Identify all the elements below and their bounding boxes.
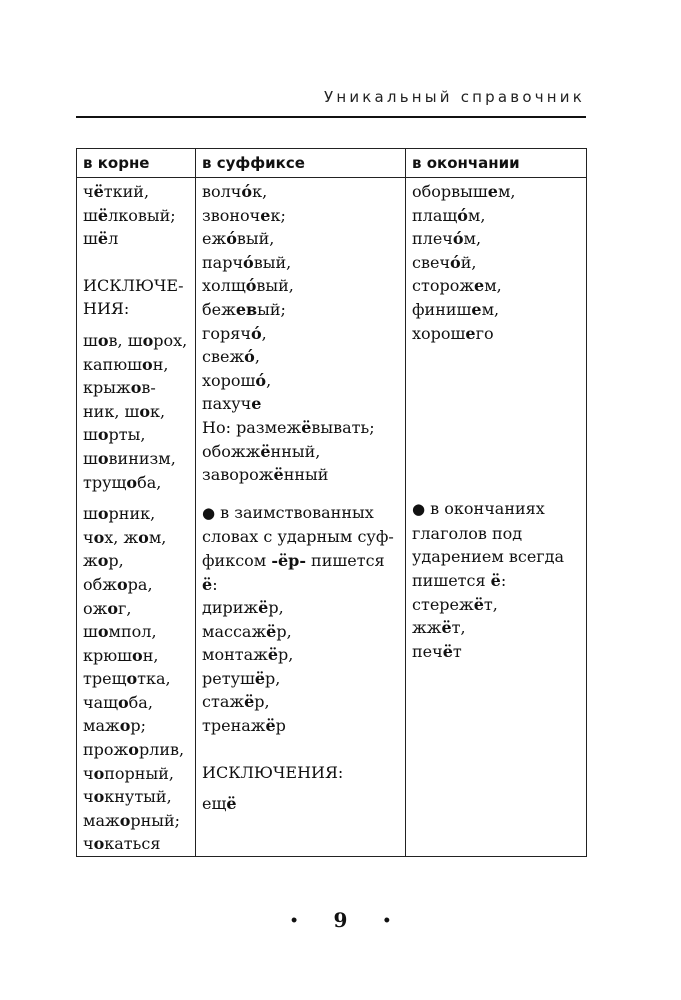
cell-line: крыжов- bbox=[83, 378, 156, 398]
cell-line: пишется ё: bbox=[412, 570, 507, 590]
cell-line bbox=[412, 391, 582, 414]
cell-line: чёткий, bbox=[83, 182, 150, 201]
cell-line: шёл bbox=[83, 229, 119, 249]
cell-line: глаголов под bbox=[412, 523, 523, 543]
cell-line: ещё bbox=[202, 794, 237, 814]
cell-line: парчо́вый, bbox=[202, 252, 292, 272]
cell-line: финишем, bbox=[412, 299, 500, 319]
cell-line: плащо́м, bbox=[412, 205, 486, 225]
cell-line: чокнутый, bbox=[83, 787, 172, 807]
cell-line: свежо́, bbox=[202, 347, 260, 367]
cell-line: чащоба, bbox=[83, 692, 153, 712]
footer-ornament-left: • bbox=[289, 913, 299, 929]
table-row bbox=[77, 178, 587, 857]
cell-line: оборвышем, bbox=[412, 182, 516, 201]
cell-line: фиксом -ёр- пишется bbox=[202, 550, 385, 570]
cell-suffix-examples bbox=[196, 178, 406, 857]
cell-line: шомпол, bbox=[83, 622, 157, 642]
page-number: 9 bbox=[333, 908, 348, 932]
cell-line: словах с ударным суф- bbox=[202, 527, 394, 547]
cell-line: трещотка, bbox=[83, 669, 171, 689]
cell-line bbox=[202, 487, 401, 501]
cell-line: шовинизм, bbox=[83, 448, 176, 468]
cell-line: холщо́вый, bbox=[202, 276, 294, 296]
cell-line: ИСКЛЮЧЕНИЯ: bbox=[202, 762, 344, 782]
cell-line: шов, шорох, bbox=[83, 330, 188, 350]
header-in-root: в корне bbox=[77, 149, 196, 178]
cell-line: мажор; bbox=[83, 716, 147, 736]
cell-line bbox=[83, 321, 191, 329]
cell-line: НИЯ: bbox=[83, 299, 130, 319]
cell-line: свечо́й, bbox=[412, 252, 477, 272]
cell-ending-examples bbox=[406, 178, 587, 857]
cell-line: ● в окончаниях bbox=[412, 499, 545, 519]
footer-ornament-right: • bbox=[382, 913, 392, 929]
cell-line: горячо́, bbox=[202, 323, 267, 343]
cell-line bbox=[412, 368, 582, 391]
cell-line bbox=[202, 738, 401, 761]
cell-line: дирижёр, bbox=[202, 598, 284, 618]
cell-line: бежевый; bbox=[202, 299, 286, 319]
cell-line: ожог, bbox=[83, 598, 132, 618]
running-title: Уникальный справочник bbox=[323, 88, 585, 106]
cell-line: хорошего bbox=[412, 323, 494, 343]
cell-line: звоночек; bbox=[202, 205, 286, 225]
cell-line: мажорный; bbox=[83, 810, 181, 830]
header-in-ending: в окончании bbox=[406, 149, 587, 178]
cell-line: печёт bbox=[412, 641, 462, 661]
cell-line: ё: bbox=[202, 574, 218, 594]
cell-line: стережёт, bbox=[412, 594, 498, 614]
cell-line bbox=[83, 494, 191, 502]
cell-line: ● в заимствованных bbox=[202, 502, 374, 522]
cell-line: ретушёр, bbox=[202, 668, 281, 688]
cell-line bbox=[412, 460, 582, 483]
cell-line: жжёт, bbox=[412, 618, 466, 638]
cell-line: плечо́м, bbox=[412, 229, 482, 249]
table-header-row bbox=[77, 149, 587, 178]
cell-line: массажёр, bbox=[202, 621, 292, 641]
cell-line: волчо́к, bbox=[202, 182, 268, 201]
cell-line: ударением всегда bbox=[412, 547, 565, 567]
cell-line: тренажёр bbox=[202, 716, 286, 736]
cell-line bbox=[412, 345, 582, 368]
cell-line bbox=[412, 483, 582, 497]
cell-line: шорник, bbox=[83, 504, 156, 524]
cell-line: чох, жом, bbox=[83, 527, 167, 547]
cell-line: шёлковый; bbox=[83, 205, 176, 225]
cell-line: чокаться bbox=[83, 834, 161, 854]
cell-line: сторожем, bbox=[412, 276, 502, 296]
page-footer bbox=[0, 908, 681, 932]
cell-line: обжора, bbox=[83, 574, 153, 594]
cell-line bbox=[202, 784, 401, 792]
cell-line: ИСКЛЮЧЕ- bbox=[83, 275, 184, 295]
cell-line: трущоба, bbox=[83, 472, 162, 492]
header-in-suffix: в суффиксе bbox=[196, 149, 406, 178]
header-rule bbox=[76, 116, 586, 118]
cell-line: шорты, bbox=[83, 425, 146, 445]
cell-line: заворожённый bbox=[202, 465, 329, 485]
cell-line: ежо́вый, bbox=[202, 229, 275, 249]
cell-root-examples bbox=[77, 178, 196, 857]
cell-line: ник, шок, bbox=[83, 401, 166, 421]
cell-line: крюшон, bbox=[83, 645, 159, 665]
cell-line: Но: размежёвывать; bbox=[202, 417, 375, 437]
cell-line: стажёр, bbox=[202, 692, 270, 712]
cell-line: обожжённый, bbox=[202, 441, 321, 461]
cell-line bbox=[412, 414, 582, 437]
cell-line: жор, bbox=[83, 551, 124, 571]
cell-line: хорошо́, bbox=[202, 370, 272, 390]
cell-line: пахуче bbox=[202, 394, 262, 414]
cell-line: капюшон, bbox=[83, 354, 169, 374]
spelling-rules-table bbox=[76, 148, 587, 857]
cell-line bbox=[83, 251, 191, 274]
cell-line: монтажёр, bbox=[202, 645, 294, 665]
cell-line bbox=[412, 437, 582, 460]
cell-line: чопорный, bbox=[83, 763, 174, 783]
cell-line: прожорлив, bbox=[83, 740, 185, 760]
